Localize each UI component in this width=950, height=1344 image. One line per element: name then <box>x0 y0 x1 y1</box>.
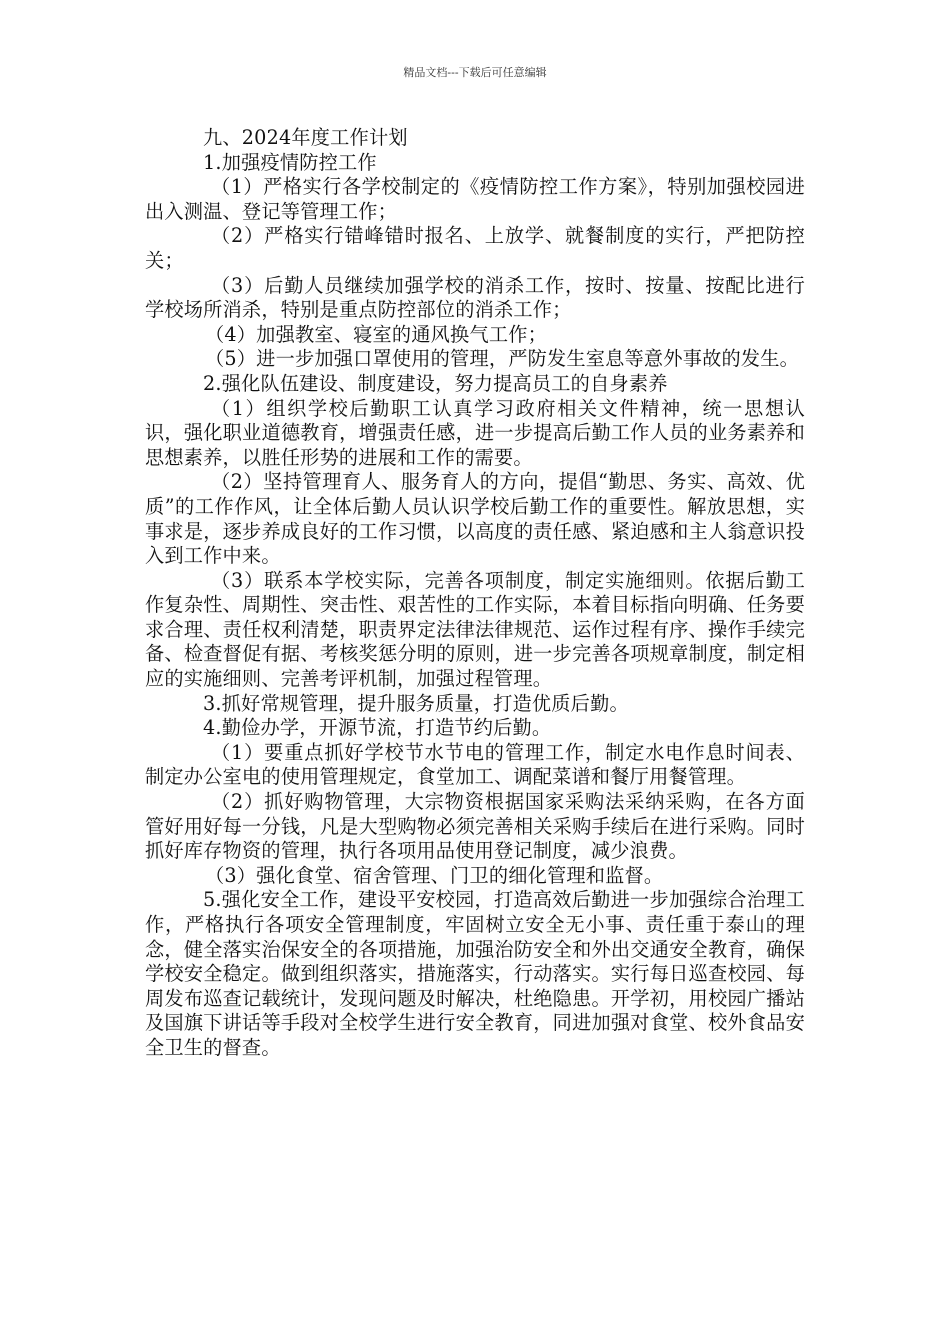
paragraph-list <box>145 151 805 1061</box>
body-paragraph: （4）加强教室、寝室的通风换气工作； <box>205 322 547 346</box>
heading-paragraph: 1.加强疫情防控工作 <box>203 150 377 174</box>
section-title: 九、2024年度工作计划 <box>203 126 408 149</box>
heading-paragraph: 4.勤俭办学，开源节流，打造节约后勤。 <box>203 716 552 740</box>
body-paragraph: （1）要重点抓好学校节水节电的管理工作，制定水电作息时间表、制定办公室电的使用管理规定，食堂加工、调配菜谱和餐厅用餐管理。 <box>145 740 805 789</box>
heading-paragraph: 3.抓好常规管理，提升服务质量，打造优质后勤。 <box>203 691 629 715</box>
body-paragraph: （1）组织学校后勤职工认真学习政府相关文件精神，统一思想认识，强化职业道德教育，增强责任感，进一步提高后勤工作人员的业务素养和思想素养，以胜任形势的进展和工作的需要。 <box>145 396 805 469</box>
body-paragraph: （5）进一步加强口罩使用的管理，严防发生室息等意外事故的发生。 <box>205 347 800 371</box>
body-paragraph: （3）后勤人员继续加强学校的消杀工作，按时、按量、按配比进行学校场所消杀，特别是重点防控部位的消杀工作； <box>145 273 805 322</box>
heading-paragraph: 2.强化队伍建设、制度建设，努力提高员工的自身素养 <box>203 371 668 395</box>
page-header: 精品文档---下载后可任意编辑 <box>403 66 547 79</box>
document-body <box>145 126 805 1061</box>
body-paragraph: （3）强化食堂、宿舍管理、门卫的细化管理和监督。 <box>205 863 664 887</box>
body-paragraph: （1）严格实行各学校制定的《疫情防控工作方案》，特别加强校园进出入测温、登记等管理工作； <box>145 175 805 223</box>
body-paragraph: （2）抓好购物管理，大宗物资根据国家采购法采纳采购，在各方面管好用好每一分钱，凡是大型购物必须完善相关采购手续后在进行采购。同时抓好库存物资的管理，执行各项用品使用登记制度，减少浪费。 <box>145 790 805 863</box>
body-paragraph: （2）坚持管理育人、服务育人的方向，提倡“勤思、务实、高效、优质”的工作作风，让全体后勤人员认识学校后勤工作的重要性。解放思想，实事求是，逐步养成良好的工作习惯，以高度的责任感、紧迫感和主人翁意识投入到工作中来。 <box>145 470 805 568</box>
body-paragraph: （3）联系本学校实际，完善各项制度，制定实施细则。依据后勤工作复杂性、周期性、突击性、艰苦性的工作实际，本着目标指向明确、任务要求合理、责任权利清楚，职责界定法律法律规范、运作过程有序、操作手续完备、检查督促有据、考核奖惩分明的原则，进一步完善各项规章制度，制定相应的实施细则、完善考评机制，加强过程管理。 <box>145 568 805 691</box>
body-paragraph: （2）严格实行错峰错时报名、上放学、就餐制度的实行，严把防控关； <box>145 224 805 272</box>
heading-paragraph: 5.强化安全工作，建设平安校园，打造高效后勤进一步加强综合治理工作，严格执行各项安全管理制度，牢固树立安全无小事、责任重于泰山的理念，健全落实治保安全的各项措施，加强治防安全和外出交通安全教育，确保学校安全稳定。做到组织落实，措施落实，行动落实。实行每日巡查校园、每周发布巡查记载统计，发现问题及时解决，杜绝隐患。开学初，用校园广播站及国旗下讲话等手段对全校学生进行安全教育，同进加强对食堂、校外食品安全卫生的督查。 <box>145 888 805 1059</box>
